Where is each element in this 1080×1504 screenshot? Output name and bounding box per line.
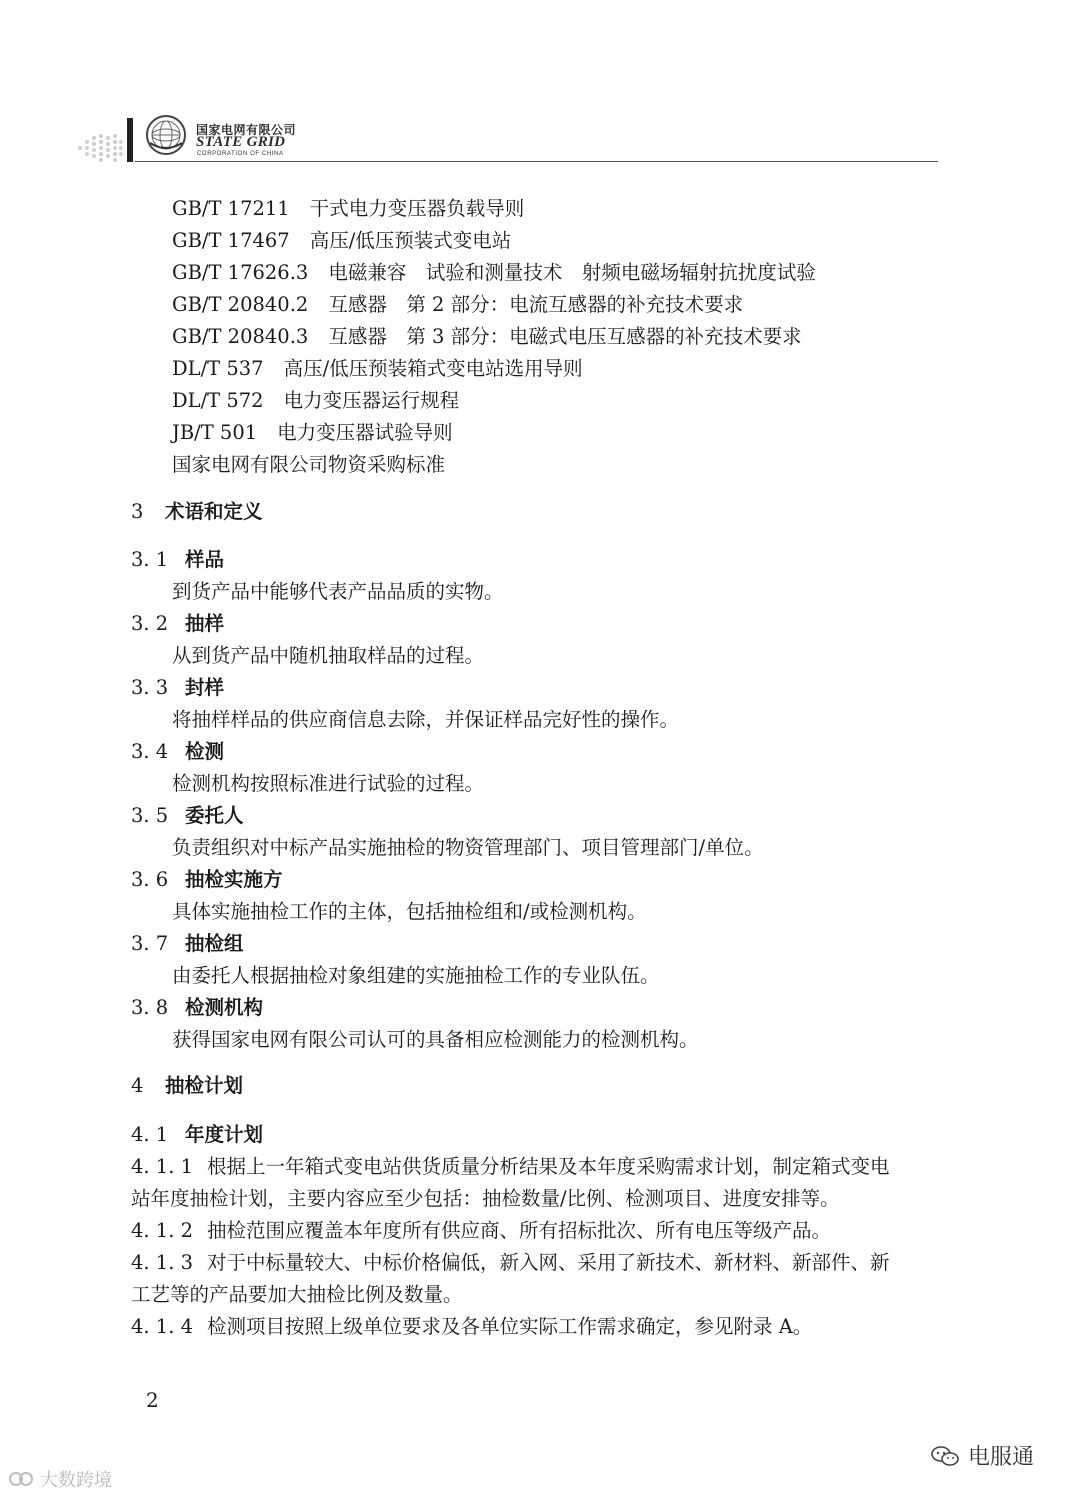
term-name: 检测 xyxy=(185,740,225,763)
term-name: 抽检组 xyxy=(185,932,244,955)
term-heading xyxy=(131,676,224,700)
term-name: 抽样 xyxy=(185,612,225,635)
reference-title: 高压/低压预装式变电站 xyxy=(309,229,512,252)
subsection-heading xyxy=(131,1123,263,1147)
header-company-en-sub: CORPORATION OF CHINA xyxy=(197,151,284,157)
clause-continuation: 站年度抽检计划，主要内容应至少包括：抽检数量/比例、检测项目、进度安排等。 xyxy=(131,1187,840,1210)
reference-title: 电力变压器试验导则 xyxy=(277,421,453,444)
term-name: 抽检实施方 xyxy=(185,868,283,891)
term-number: 3. 3 xyxy=(131,676,169,699)
clause-number: 4. 1. 1 xyxy=(131,1155,194,1178)
reference-item xyxy=(172,197,524,221)
clause-item xyxy=(131,1155,890,1179)
clause-item xyxy=(131,1315,812,1339)
section-title: 术语和定义 xyxy=(165,500,263,523)
term-heading xyxy=(131,996,263,1020)
term-heading xyxy=(131,548,224,572)
clause-number: 4. 1. 4 xyxy=(131,1315,194,1338)
term-definition: 到货产品中能够代表产品品质的实物。 xyxy=(172,580,504,603)
term-heading xyxy=(131,612,224,636)
clause-number: 4. 1. 2 xyxy=(131,1219,194,1242)
section-number: 3 xyxy=(131,500,144,523)
term-definition: 将抽样样品的供应商信息去除，并保证样品完好性的操作。 xyxy=(172,708,680,731)
reference-code: GB/T 20840.3 xyxy=(172,325,309,348)
reference-item xyxy=(172,357,583,381)
term-name: 委托人 xyxy=(185,804,244,827)
header-company-en: STATE GRID xyxy=(196,134,286,150)
reference-item xyxy=(172,261,816,285)
clause-text: 抽检范围应覆盖本年度所有供应商、所有招标批次、所有电压等级产品。 xyxy=(207,1219,832,1242)
term-heading xyxy=(131,740,224,764)
reference-item xyxy=(172,421,453,445)
section-heading xyxy=(131,1074,243,1098)
clause-item xyxy=(131,1219,831,1243)
reference-item xyxy=(172,293,743,317)
term-number: 3. 4 xyxy=(131,740,169,763)
reference-code: GB/T 17626.3 xyxy=(172,261,309,284)
watermark-left xyxy=(8,1466,112,1492)
term-name: 封样 xyxy=(185,676,225,699)
reference-title: 互感器 第 2 部分：电流互感器的补充技术要求 xyxy=(328,293,744,316)
term-definition: 由委托人根据抽检对象组建的实施抽检工作的专业队伍。 xyxy=(172,964,660,987)
reference-item xyxy=(172,389,459,413)
term-heading xyxy=(131,804,244,828)
reference-title: 互感器 第 3 部分：电磁式电压互感器的补充技术要求 xyxy=(328,325,802,348)
reference-code: DL/T 537 xyxy=(172,357,264,380)
watermark-left-text: 大数跨境 xyxy=(40,1470,112,1491)
term-definition: 负责组织对中标产品实施抽检的物资管理部门、项目管理部门/单位。 xyxy=(172,836,764,859)
header-black-bar xyxy=(127,118,133,162)
section-title: 抽检计划 xyxy=(165,1074,244,1097)
reference-title: 高压/低压预装箱式变电站选用导则 xyxy=(283,357,583,380)
reference-code: GB/T 17211 xyxy=(172,197,290,220)
term-definition: 获得国家电网有限公司认可的具备相应检测能力的检测机构。 xyxy=(172,1028,699,1051)
section-number: 4 xyxy=(131,1074,144,1097)
page-number: 2 xyxy=(146,1388,159,1412)
clause-text: 根据上一年箱式变电站供货质量分析结果及本年度采购需求计划，制定箱式变电 xyxy=(207,1155,890,1178)
reference-item xyxy=(172,325,802,349)
term-number: 3. 5 xyxy=(131,804,169,827)
reference-title: 国家电网有限公司物资采购标准 xyxy=(172,453,446,476)
state-grid-globe-logo-icon xyxy=(144,113,188,157)
header-rule xyxy=(135,161,938,162)
watermark-right xyxy=(930,1440,1034,1471)
term-heading xyxy=(131,932,244,956)
section-heading xyxy=(131,500,263,524)
term-heading xyxy=(131,868,283,892)
header-company-cn: 国家电网有限公司 xyxy=(196,123,297,137)
term-name: 样品 xyxy=(185,548,225,571)
reference-code: GB/T 17467 xyxy=(172,229,290,252)
reference-item xyxy=(172,453,445,477)
clause-text: 检测项目按照上级单位要求及各单位实际工作需求确定，参见附录 A。 xyxy=(207,1315,813,1338)
watermark-right-text: 电服通 xyxy=(968,1445,1035,1470)
watermark-logo-icon xyxy=(8,1468,34,1490)
reference-item xyxy=(172,229,511,253)
term-definition: 具体实施抽检工作的主体，包括抽检组和/或检测机构。 xyxy=(172,900,647,923)
subsection-title: 年度计划 xyxy=(185,1123,264,1146)
reference-title: 干式电力变压器负载导则 xyxy=(309,197,525,220)
reference-code: GB/T 20840.2 xyxy=(172,293,309,316)
term-number: 3. 2 xyxy=(131,612,169,635)
reference-code: DL/T 572 xyxy=(172,389,264,412)
reference-title: 电力变压器运行规程 xyxy=(283,389,460,412)
clause-text: 对于中标量较大、中标价格偏低，新入网、采用了新技术、新材料、新部件、新 xyxy=(207,1251,890,1274)
wechat-icon xyxy=(930,1444,960,1468)
term-number: 3. 1 xyxy=(131,548,169,571)
term-definition: 从到货产品中随机抽取样品的过程。 xyxy=(172,644,485,667)
term-number: 3. 6 xyxy=(131,868,169,891)
header-dot-pattern xyxy=(76,132,124,164)
subsection-number: 4. 1 xyxy=(131,1123,169,1146)
reference-code: JB/T 501 xyxy=(172,421,258,444)
clause-item xyxy=(131,1251,890,1275)
reference-title: 电磁兼容 试验和测量技术 射频电磁场辐射抗扰度试验 xyxy=(328,261,816,284)
term-number: 3. 8 xyxy=(131,996,169,1019)
term-definition: 检测机构按照标准进行试验的过程。 xyxy=(172,772,485,795)
term-name: 检测机构 xyxy=(185,996,264,1019)
term-number: 3. 7 xyxy=(131,932,169,955)
clause-continuation: 工艺等的产品要加大抽检比例及数量。 xyxy=(131,1283,463,1306)
clause-number: 4. 1. 3 xyxy=(131,1251,194,1274)
